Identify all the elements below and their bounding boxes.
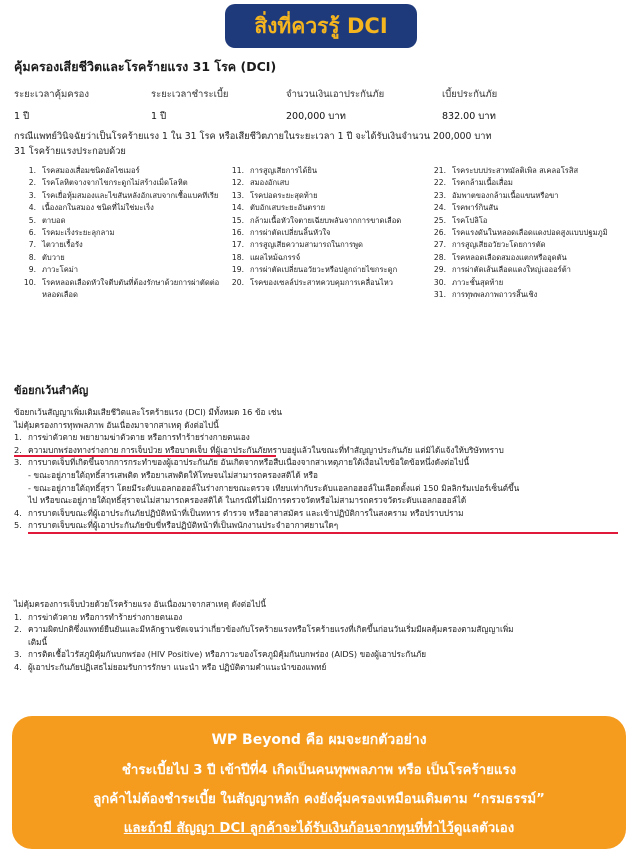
item-number: 1. <box>14 432 22 443</box>
info-value: 832.00 บาท <box>442 111 496 122</box>
disease-item <box>430 215 635 227</box>
item-number: 8. <box>28 252 36 262</box>
item-number: 14. <box>231 203 244 213</box>
section-heading: คุ้มครองเสียชีวิตและโรคร้ายแรง 31 โรค (DCI) <box>14 59 277 74</box>
item-number: 22. <box>433 178 446 188</box>
item-number: 24. <box>433 203 446 213</box>
item-text: การบาดเจ็บขณะที่ผู้เอาประกันภัยปฏิบัติหน้าที่เป็นทหาร ตำรวจ หรืออาสาสมัคร และเข้าปฏิบัติการในสงคราม หรือปราบปราม <box>28 507 464 518</box>
item-number: 20. <box>231 277 244 287</box>
disease-item <box>20 202 220 214</box>
disease-item <box>430 227 635 239</box>
item-text: โรคแรงดันในหลอดเลือดแดงปอดสูงแบบปฐมภูมิ <box>452 228 608 238</box>
exceptions-subitem: - ขณะอยู่ภายใต้ฤทธิ์สุรา โดยมีระดับแอลกอฮอล์ในร่างกายขณะตรวจ เทียบเท่ากับระดับแอลกอฮอล์ในเลือดตั้งแต่ 150 มิลลิกรัมเปอร์เซ็นต์ขึ้น <box>28 482 520 493</box>
title-badge <box>225 4 417 48</box>
item-number: 31. <box>433 290 446 300</box>
disease-item <box>20 277 220 302</box>
item-text: การสูญเสียการได้ยิน <box>250 166 318 175</box>
item-text: การบาดเจ็บที่เกิดขึ้นจากการกระทำของผู้เอาประกันภัย อันเกิดจากหรือสืบเนื่องจากสาเหตุภายใต้เงื่อนไขข้อใดข้อหนึ่งดังต่อไปนี้ <box>28 457 470 468</box>
page-title: สิ่งที่ควรรู้ DCI <box>254 13 388 38</box>
disease-item <box>228 215 424 227</box>
promo-line-4-underlined: และถ้ามี สัญญา DCI ลูกค้าจะได้รับเงินก้อนจากทุนที่ทำไว้ <box>123 821 454 836</box>
item-number: 12. <box>231 178 244 188</box>
disease-item <box>20 215 220 227</box>
item-number: 30. <box>433 277 446 287</box>
item-text: โรคสมองเสื่อมชนิดอัลไซเมอร์ <box>42 166 140 175</box>
highlight-underline <box>14 455 276 457</box>
item-number: 29. <box>433 265 446 275</box>
item-number: 4. <box>14 661 22 672</box>
item-number: 3. <box>28 190 36 200</box>
item-number: 4. <box>28 203 36 213</box>
disease-item <box>228 165 424 177</box>
exceptions-list-2 <box>14 507 626 532</box>
disease-item <box>430 202 635 214</box>
item-text: ตาบอด <box>42 215 66 225</box>
disease-item <box>430 264 635 276</box>
info-value: 1 ปี <box>14 111 30 122</box>
item-text: โรคมะเร็งระยะลุกลาม <box>42 228 115 238</box>
item-text: การติดเชื้อไวรัสภูมิคุ้มกันบกพร่อง (HIV Positive) หรือภาวะของโรคภูมิคุ้มกันบกพร่อง (AIDS) ของผู้เอาประกันภัย <box>28 649 427 660</box>
item-text: โรคปอดระยะสุดท้าย <box>250 190 318 200</box>
disease-column-2 <box>228 165 424 289</box>
exception-item <box>14 611 626 624</box>
exception-item <box>14 636 626 649</box>
promo-line-4-end: ดูแลตัวเอง <box>453 821 515 836</box>
disease-item <box>430 190 635 202</box>
disease-item <box>430 252 635 264</box>
item-text: การทุพพลภาพถาวรสิ้นเชิง <box>452 290 538 300</box>
item-text: เนื้องอกในสมอง ชนิดที่ไม่ใช่มะเร็ง <box>42 203 154 213</box>
item-number: 21. <box>433 166 446 175</box>
item-number: 11. <box>231 166 244 175</box>
item-text: แผลไหม้ฉกรรจ์ <box>250 252 301 262</box>
promo-line-4 <box>12 817 626 838</box>
item-text: โรคโลหิตจางจากไขกระดูกไม่สร้างเม็ดโลหิต <box>42 178 188 188</box>
promo-line-2: ชำระเบี้ยไป 3 ปี เข้าปีที่4 เกิดเป็นคนทุพพลภาพ หรือ เป็นโรคร้ายแรง <box>121 763 517 778</box>
highlight-underline <box>28 532 618 534</box>
exception-item <box>14 456 626 469</box>
disease-column-3 <box>430 165 635 301</box>
item-text: ภาวะชั้นสุดท้าย <box>452 277 504 287</box>
item-text: ไตวายเรื้อรัง <box>42 240 83 250</box>
info-label: เบี้ยประกันภัย <box>442 89 498 100</box>
item-number: 15. <box>231 215 244 225</box>
item-text: อัมพาตของกล้ามเนื้อแขนหรือขา <box>452 190 559 200</box>
info-label: ระยะเวลาคุ้มครอง <box>14 89 90 100</box>
exceptions-block-2 <box>14 598 626 674</box>
exception-item <box>14 623 626 636</box>
item-text: สมองอักเสบ <box>250 178 290 188</box>
item-text: โรคหลอดเลือดสมองแตกหรืออุดตัน <box>452 252 567 262</box>
item-number: 2. <box>28 178 36 188</box>
item-number: 1. <box>14 611 22 622</box>
item-number: 28. <box>433 252 446 262</box>
intro-line: กรณีแพทย์วินิจฉัยว่าเป็นโรคร้ายแรง 1 ใน 31 โรค หรือเสียชีวิตภายในระยะเวลา 1 ปี จะได้รับเงินจำนวน 200,000 บาท <box>14 131 492 142</box>
intro-paragraph <box>14 129 624 159</box>
exceptions-intro: ข้อยกเว้นสัญญาเพิ่มเติมเสียชีวิตและโรคร้ายแรง (DCI) มีทั้งหมด 16 ข้อ เช่น <box>14 407 283 417</box>
disease-item <box>430 277 635 289</box>
item-number: 13. <box>231 190 244 200</box>
exceptions-block <box>14 406 626 532</box>
item-number: 19. <box>231 265 244 275</box>
item-text: ตับอักเสบระยะอันตราย <box>250 203 326 213</box>
item-number: 1. <box>28 166 36 175</box>
info-premium <box>442 87 497 124</box>
item-text: โรคระบบประสาทมัลติเพิล สเคลอโรสิส <box>452 166 579 175</box>
exceptions-list-1 <box>14 431 626 469</box>
item-number: 5. <box>14 520 22 531</box>
item-text: การสูญเสียอวัยวะโดยการตัด <box>452 240 546 250</box>
exceptions-subitem: ไป หรือขณะอยู่ภายใต้ฤทธิ์สุราจนไม่สามารถครองสติได้ ในกรณีที่ไม่มีการตรวจวัดหรือไม่สามารถตรวจวัดระดับแอลกอฮอล์ได้ <box>28 495 467 506</box>
item-text: เติมนี้ <box>28 636 48 647</box>
disease-item <box>20 227 220 239</box>
item-text: ตับวาย <box>42 252 65 262</box>
disease-item <box>228 177 424 189</box>
disease-item <box>20 165 220 177</box>
info-value: 1 ปี <box>151 111 167 122</box>
exceptions-list-3 <box>14 611 626 674</box>
info-sum-insured <box>286 87 384 124</box>
disease-item <box>430 239 635 251</box>
item-number: 26. <box>433 228 446 238</box>
item-text: การฆ่าตัวตาย หรือการทำร้ายร่างกายตนเอง <box>28 611 183 622</box>
exception-item <box>14 661 626 674</box>
item-text: การผ่าตัดเปลี่ยนอวัยวะหรือปลูกถ่ายไขกระดูก <box>250 265 398 275</box>
item-number: 7. <box>28 240 36 250</box>
item-text: การฆ่าตัวตาย พยายามฆ่าตัวตาย หรือการทำร้ายร่างกายตนเอง <box>28 432 250 443</box>
exception-item <box>14 507 626 520</box>
item-number: 5. <box>28 215 36 225</box>
item-number: 25. <box>433 215 446 225</box>
item-text: โรคพาร์กินสัน <box>452 203 499 213</box>
disease-item <box>228 227 424 239</box>
item-text: กล้ามเนื้อหัวใจตายเฉียบพลันจากการขาดเลือด <box>250 215 402 225</box>
exceptions-subitem: - ขณะอยู่ภายใต้ฤทธิ์สารเสพติด หรือยาเสพติดให้โทษจนไม่สามารถครองสติได้ หรือ <box>28 469 318 480</box>
item-text: การสูญเสียความสามารถในการพูด <box>250 240 363 250</box>
disease-item <box>228 202 424 214</box>
exception-item <box>14 431 626 444</box>
exceptions-intro: ไม่คุ้มครองการทุพพลภาพ อันเนื่องมาจากสาเหตุ ดังต่อไปนี้ <box>14 419 219 430</box>
item-text: ผู้เอาประกันภัยปฏิเสธไม่ยอมรับการรักษา แนะนำ หรือ ปฏิบัติตามคำแนะนำของแพทย์ <box>28 661 327 672</box>
exception-item <box>14 648 626 661</box>
item-number <box>14 636 28 649</box>
disease-item <box>20 252 220 264</box>
item-number: 18. <box>231 252 244 262</box>
item-text: การบาดเจ็บขณะที่ผู้เอาประกันภัยขับขี่หรือปฏิบัติหน้าที่เป็นพนักงานประจำอากาศยานใดๆ <box>28 520 339 531</box>
item-number: 16. <box>231 228 244 238</box>
info-payment-period <box>151 87 228 124</box>
item-number: 3. <box>14 649 22 660</box>
item-number: 10. <box>23 277 36 287</box>
item-text: โรคเยื่อหุ้มสมองและไขสันหลังอักเสบจากเชื้อแบคทีเรีย <box>42 190 219 200</box>
disease-item <box>20 264 220 276</box>
disease-item <box>20 239 220 251</box>
exceptions-intro: ไม่คุ้มครองการเจ็บป่วยด้วยโรคร้ายแรง อันเนื่องมาจากสาเหตุ ดังต่อไปนี้ <box>14 599 266 609</box>
item-text: โรคโปลิโอ <box>452 215 488 225</box>
item-text: ความผิดปกติซึ่งแพทย์ยืนยันและมีหลักฐานชัดเจนว่าเกี่ยวข้องกับโรคร้ายแรงหรือโรคร้ายแรงที่เกิดขึ้นก่อนวันเริ่มมีผลคุ้มครองตามสัญญาเพิ่ม <box>28 624 514 635</box>
item-text: การผ่าตัดเปลี่ยนลิ้นหัวใจ <box>250 228 331 238</box>
info-label: ระยะเวลาชำระเบี้ย <box>151 89 229 100</box>
promo-banner <box>12 716 626 849</box>
item-number: 2. <box>14 444 22 455</box>
item-number: 17. <box>231 240 244 250</box>
disease-item <box>228 277 424 289</box>
disease-column-1 <box>20 165 220 301</box>
disease-item <box>228 252 424 264</box>
item-number: 3. <box>14 457 22 468</box>
info-label: จำนวนเงินเอาประกันภัย <box>286 89 385 100</box>
item-text: ภาวะโคม่า <box>42 265 79 275</box>
item-number: 27. <box>433 240 446 250</box>
disease-item <box>430 177 635 189</box>
disease-item <box>430 289 635 301</box>
promo-line-3: ลูกค้าไม่ต้องชำระเบี้ย ในสัญญาหลัก คงยังคุ้มครองเหมือนเดิมตาม “กรมธรรม์” <box>93 792 545 807</box>
item-number: 23. <box>433 190 446 200</box>
disease-item <box>20 177 220 189</box>
exception-item <box>14 519 626 532</box>
exceptions-heading: ข้อยกเว้นสำคัญ <box>14 384 89 397</box>
disease-item <box>228 264 424 276</box>
disease-item <box>228 239 424 251</box>
promo-line-1: WP Beyond คือ ผมจะยกตัวอย่าง <box>211 732 427 748</box>
item-number: 4. <box>14 507 22 518</box>
item-number: 2. <box>14 624 22 635</box>
item-text: การผ่าตัดเส้นเลือดแดงใหญ่เอออร์ต้า <box>452 265 571 275</box>
item-text: โรคกล้ามเนื้อเสื่อม <box>452 178 513 188</box>
disease-item <box>430 165 635 177</box>
item-text: ความบกพร่องทางร่างกาย การเจ็บป่วย หรือบาดเจ็บ ที่ผู้เอาประกันภัยทราบอยู่แล้วในขณะที่ทำสัญญาประกันภัย แต่มิได้แจ้งให้บริษัททราบ <box>28 444 504 455</box>
item-text: โรคหลอดเลือดหัวใจตีบตันที่ต้องรักษาด้วยการผ่าตัดต่อหลอดเลือด <box>42 277 220 300</box>
disease-item <box>20 190 220 202</box>
item-number: 9. <box>28 265 36 275</box>
disease-item <box>228 190 424 202</box>
intro-line: 31 โรคร้ายแรงประกอบด้วย <box>14 146 126 157</box>
item-number: 6. <box>28 228 36 238</box>
info-coverage-period <box>14 87 89 124</box>
info-value: 200,000 บาท <box>286 111 346 122</box>
item-text: โรคของเซลล์ประสาทควบคุมการเคลื่อนไหว <box>250 277 393 287</box>
